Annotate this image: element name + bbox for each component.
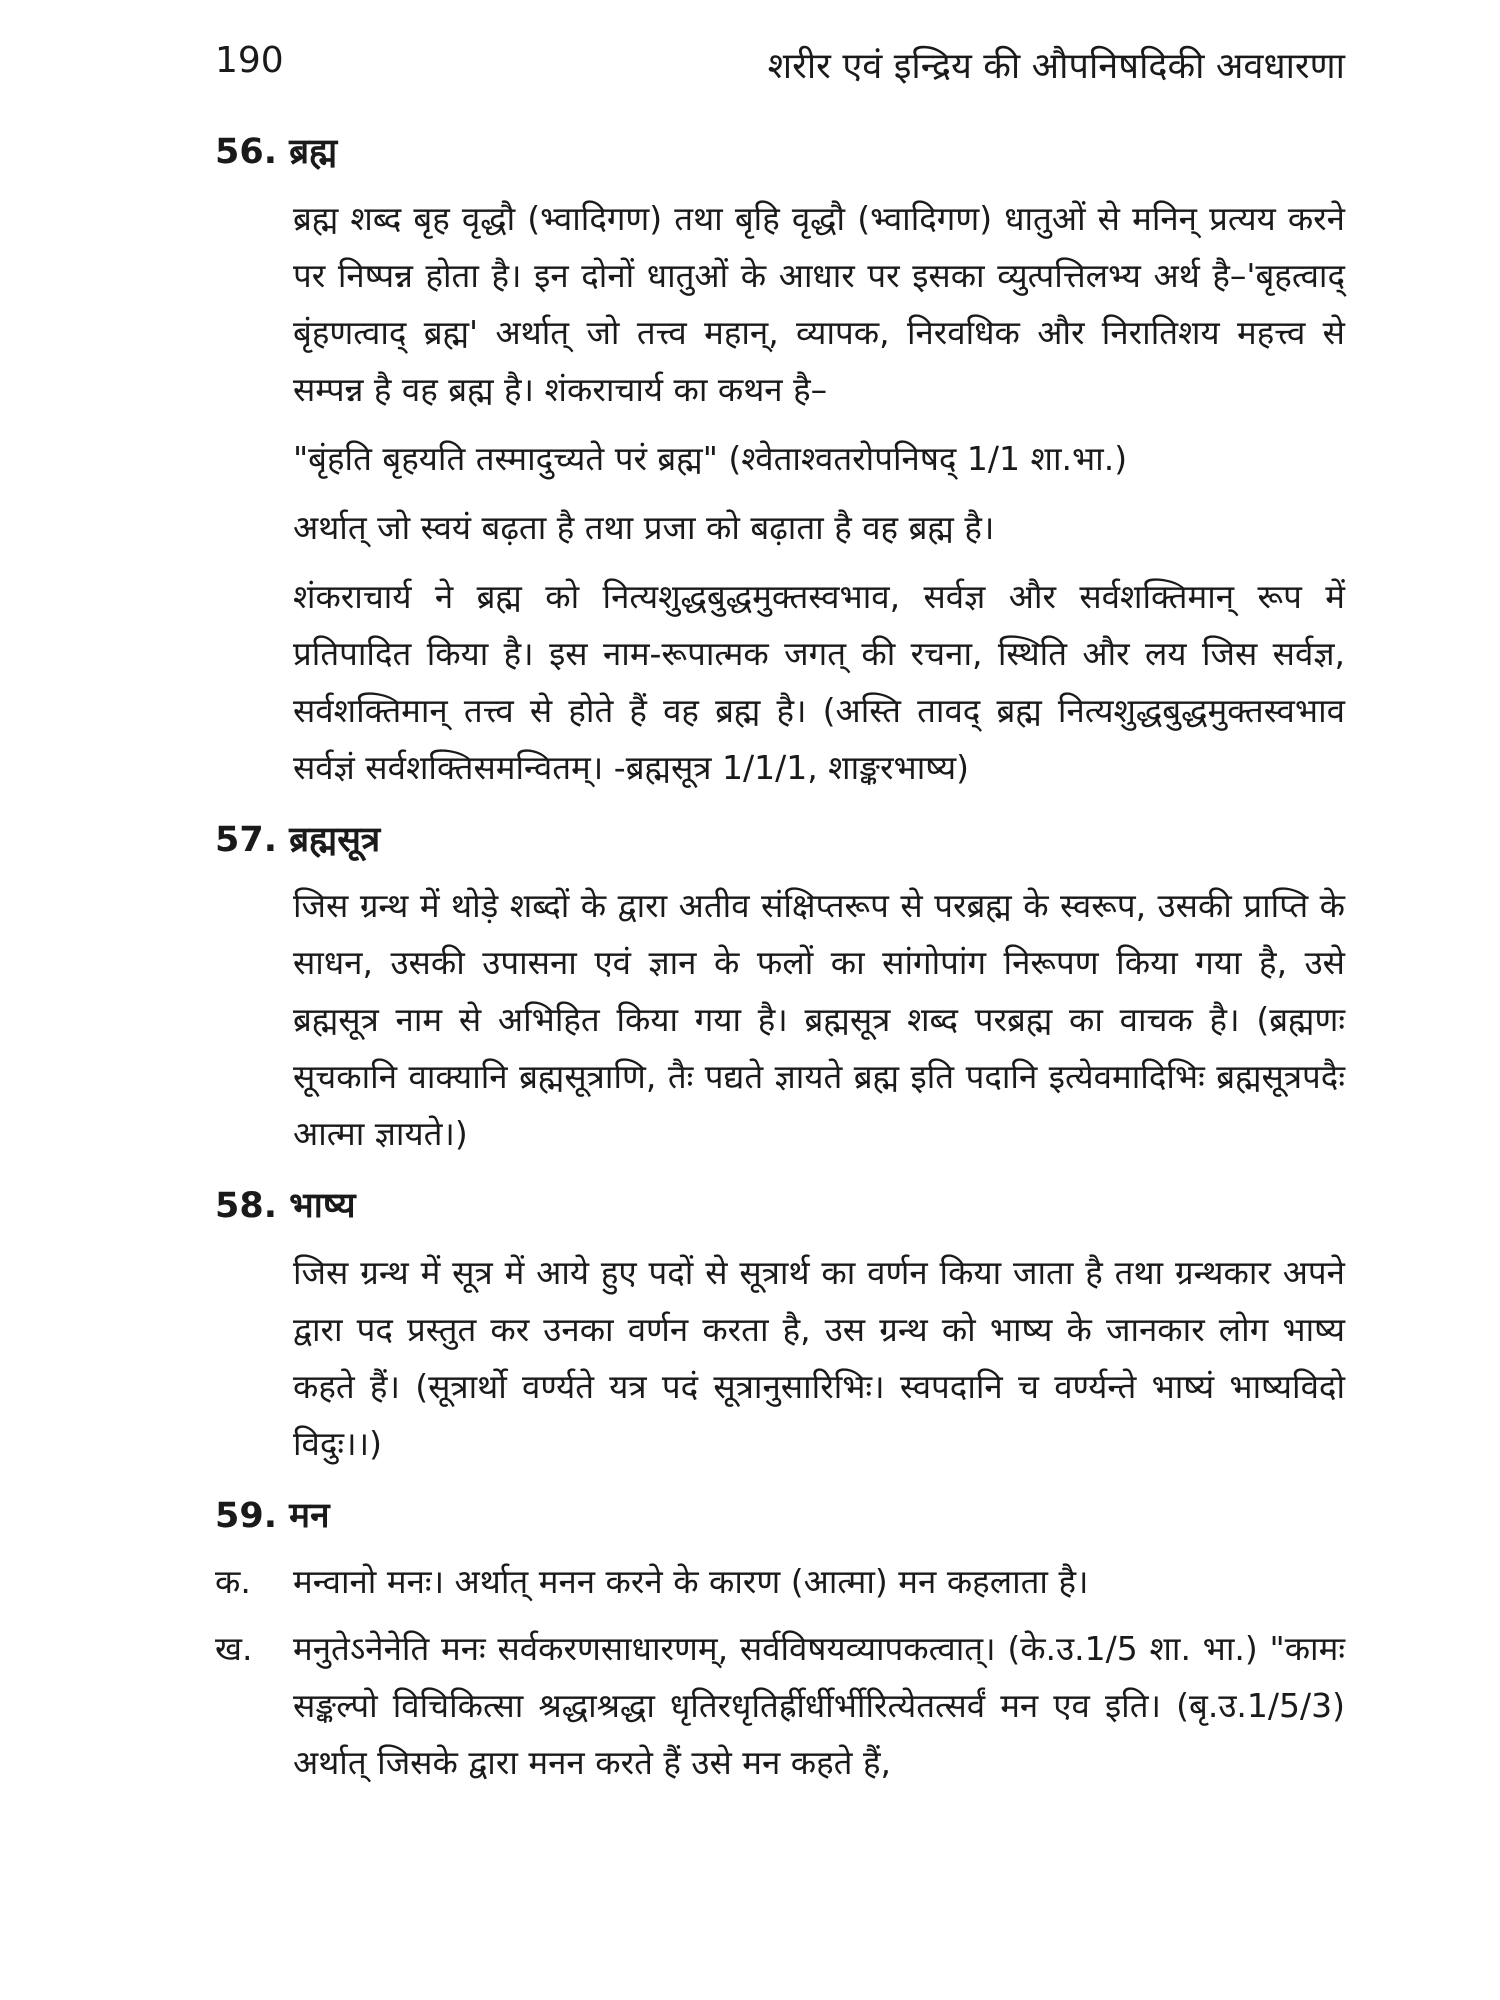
page-content: [215, 130, 1345, 1813]
item-label: ख.: [215, 1629, 253, 1668]
section-heading: 56. ब्रह्म: [215, 132, 338, 172]
list-item: [215, 1620, 1345, 1791]
paragraph: जिस ग्रन्थ में सूत्र में आये हुए पदों से सूत्रार्थ का वर्णन किया जाता है तथा ग्रन्थकार अपने द्वारा पद प्रस्तुत कर उनका वर्णन करता है, उस ग्रन्थ को भाष्य के जानकार लोग भाष्य कहते हैं। (सूत्रार्थो वर्ण्यते यत्र पदं सूत्रानुसारिभिः। स्वपदानि च वर्ण्यन्ते भाष्यं भाष्यविदो विदुः।।): [293, 1252, 1345, 1463]
paragraph: जिस ग्रन्थ में थोड़े शब्दों के द्वारा अतीव संक्षिप्तरूप से परब्रह्म के स्वरूप, उसकी प्राप्ति के साधन, उसकी उपासना एवं ज्ञान के फलों का सांगोपांग निरूपण किया गया है, उसे ब्रह्मसूत्र नाम से अभिहित किया गया है। ब्रह्मसूत्र शब्द परब्रह्म का वाचक है। (ब्रह्मणः सूचकानि वाक्यानि ब्रह्मसूत्राणि, तैः पद्यते ज्ञायते ब्रह्म इति पदानि इत्येवमादिभिः ब्रह्मसूत्रपदैः आत्मा ज्ञायते।): [293, 886, 1345, 1153]
section-brahma: [215, 130, 1345, 796]
section-mana: [215, 1494, 1345, 1792]
item-text: मनुतेऽनेनेति मनः सर्वकरणसाधारणम्, सर्वविषयव्यापकत्वात्। (के.उ.1/5 शा. भा.) "कामः सङ्कल्पो विचिकित्सा श्रद्धाश्रद्धा धृतिरधृतिर्ह्रीर्धीर्भीरित्येतत्सर्वं मन एव इति। (बृ.उ.1/5/3) अर्थात् जिसके द्वारा मनन करते हैं उसे मन कहते हैं,: [293, 1629, 1345, 1782]
page-number: 190: [215, 40, 284, 81]
paragraph: ब्रह्म शब्द बृह वृद्धौ (भ्वादिगण) तथा बृहि वृद्धौ (भ्वादिगण) धातुओं से मनिन् प्रत्यय करने पर निष्पन्न होता है। इन दोनों धातुओं के आधार पर इसका व्युत्पत्तिलभ्य अर्थ है–'बृहत्वाद् बृंहणत्वाद् ब्रह्म' अर्थात् जो तत्त्व महान्, व्यापक, निरवधिक और निरातिशय महत्त्व से सम्पन्न है वह ब्रह्म है। शंकराचार्य का कथन है–: [293, 198, 1345, 409]
section-bhashya: [215, 1184, 1345, 1472]
section-heading: 59. मन: [215, 1495, 330, 1536]
page-header: [215, 40, 1345, 90]
quotation: "बृंहति बृहयति तस्मादुच्यते परं ब्रह्म" (श्वेताश्वतरोपनिषद् 1/1 शा.भा.): [293, 438, 1128, 478]
item-label: क.: [215, 1562, 251, 1601]
section-heading: 58. भाष्य: [215, 1186, 356, 1226]
running-title: शरीर एवं इन्द्रिय की औपनिषदिकी अवधारणा: [767, 46, 1345, 87]
list-item: [215, 1553, 1345, 1610]
section-brahmasutra: [215, 818, 1345, 1163]
paragraph: शंकराचार्य ने ब्रह्म को नित्यशुद्धबुद्धमुक्तस्वभाव, सर्वज्ञ और सर्वशक्तिमान् रूप में प्रतिपादित किया है। इस नाम-रूपात्मक जगत् की रचना, स्थिति और लय जिस सर्वज्ञ, सर्वशक्तिमान् तत्त्व से होते हैं वह ब्रह्म है। (अस्ति तावद् ब्रह्म नित्यशुद्धबुद्धमुक्तस्वभाव सर्वज्ञं सर्वशक्तिसमन्वितम्। -ब्रह्मसूत्र 1/1/1, शाङ्करभाष्य): [293, 576, 1345, 787]
section-heading: 57. ब्रह्मसूत्र: [215, 819, 381, 860]
item-text: मन्वानो मनः। अर्थात् मनन करने के कारण (आत्मा) मन कहलाता है।: [293, 1562, 1089, 1601]
paragraph: अर्थात् जो स्वयं बढ़ता है तथा प्रजा को बढ़ाता है वह ब्रह्म है।: [293, 507, 995, 547]
